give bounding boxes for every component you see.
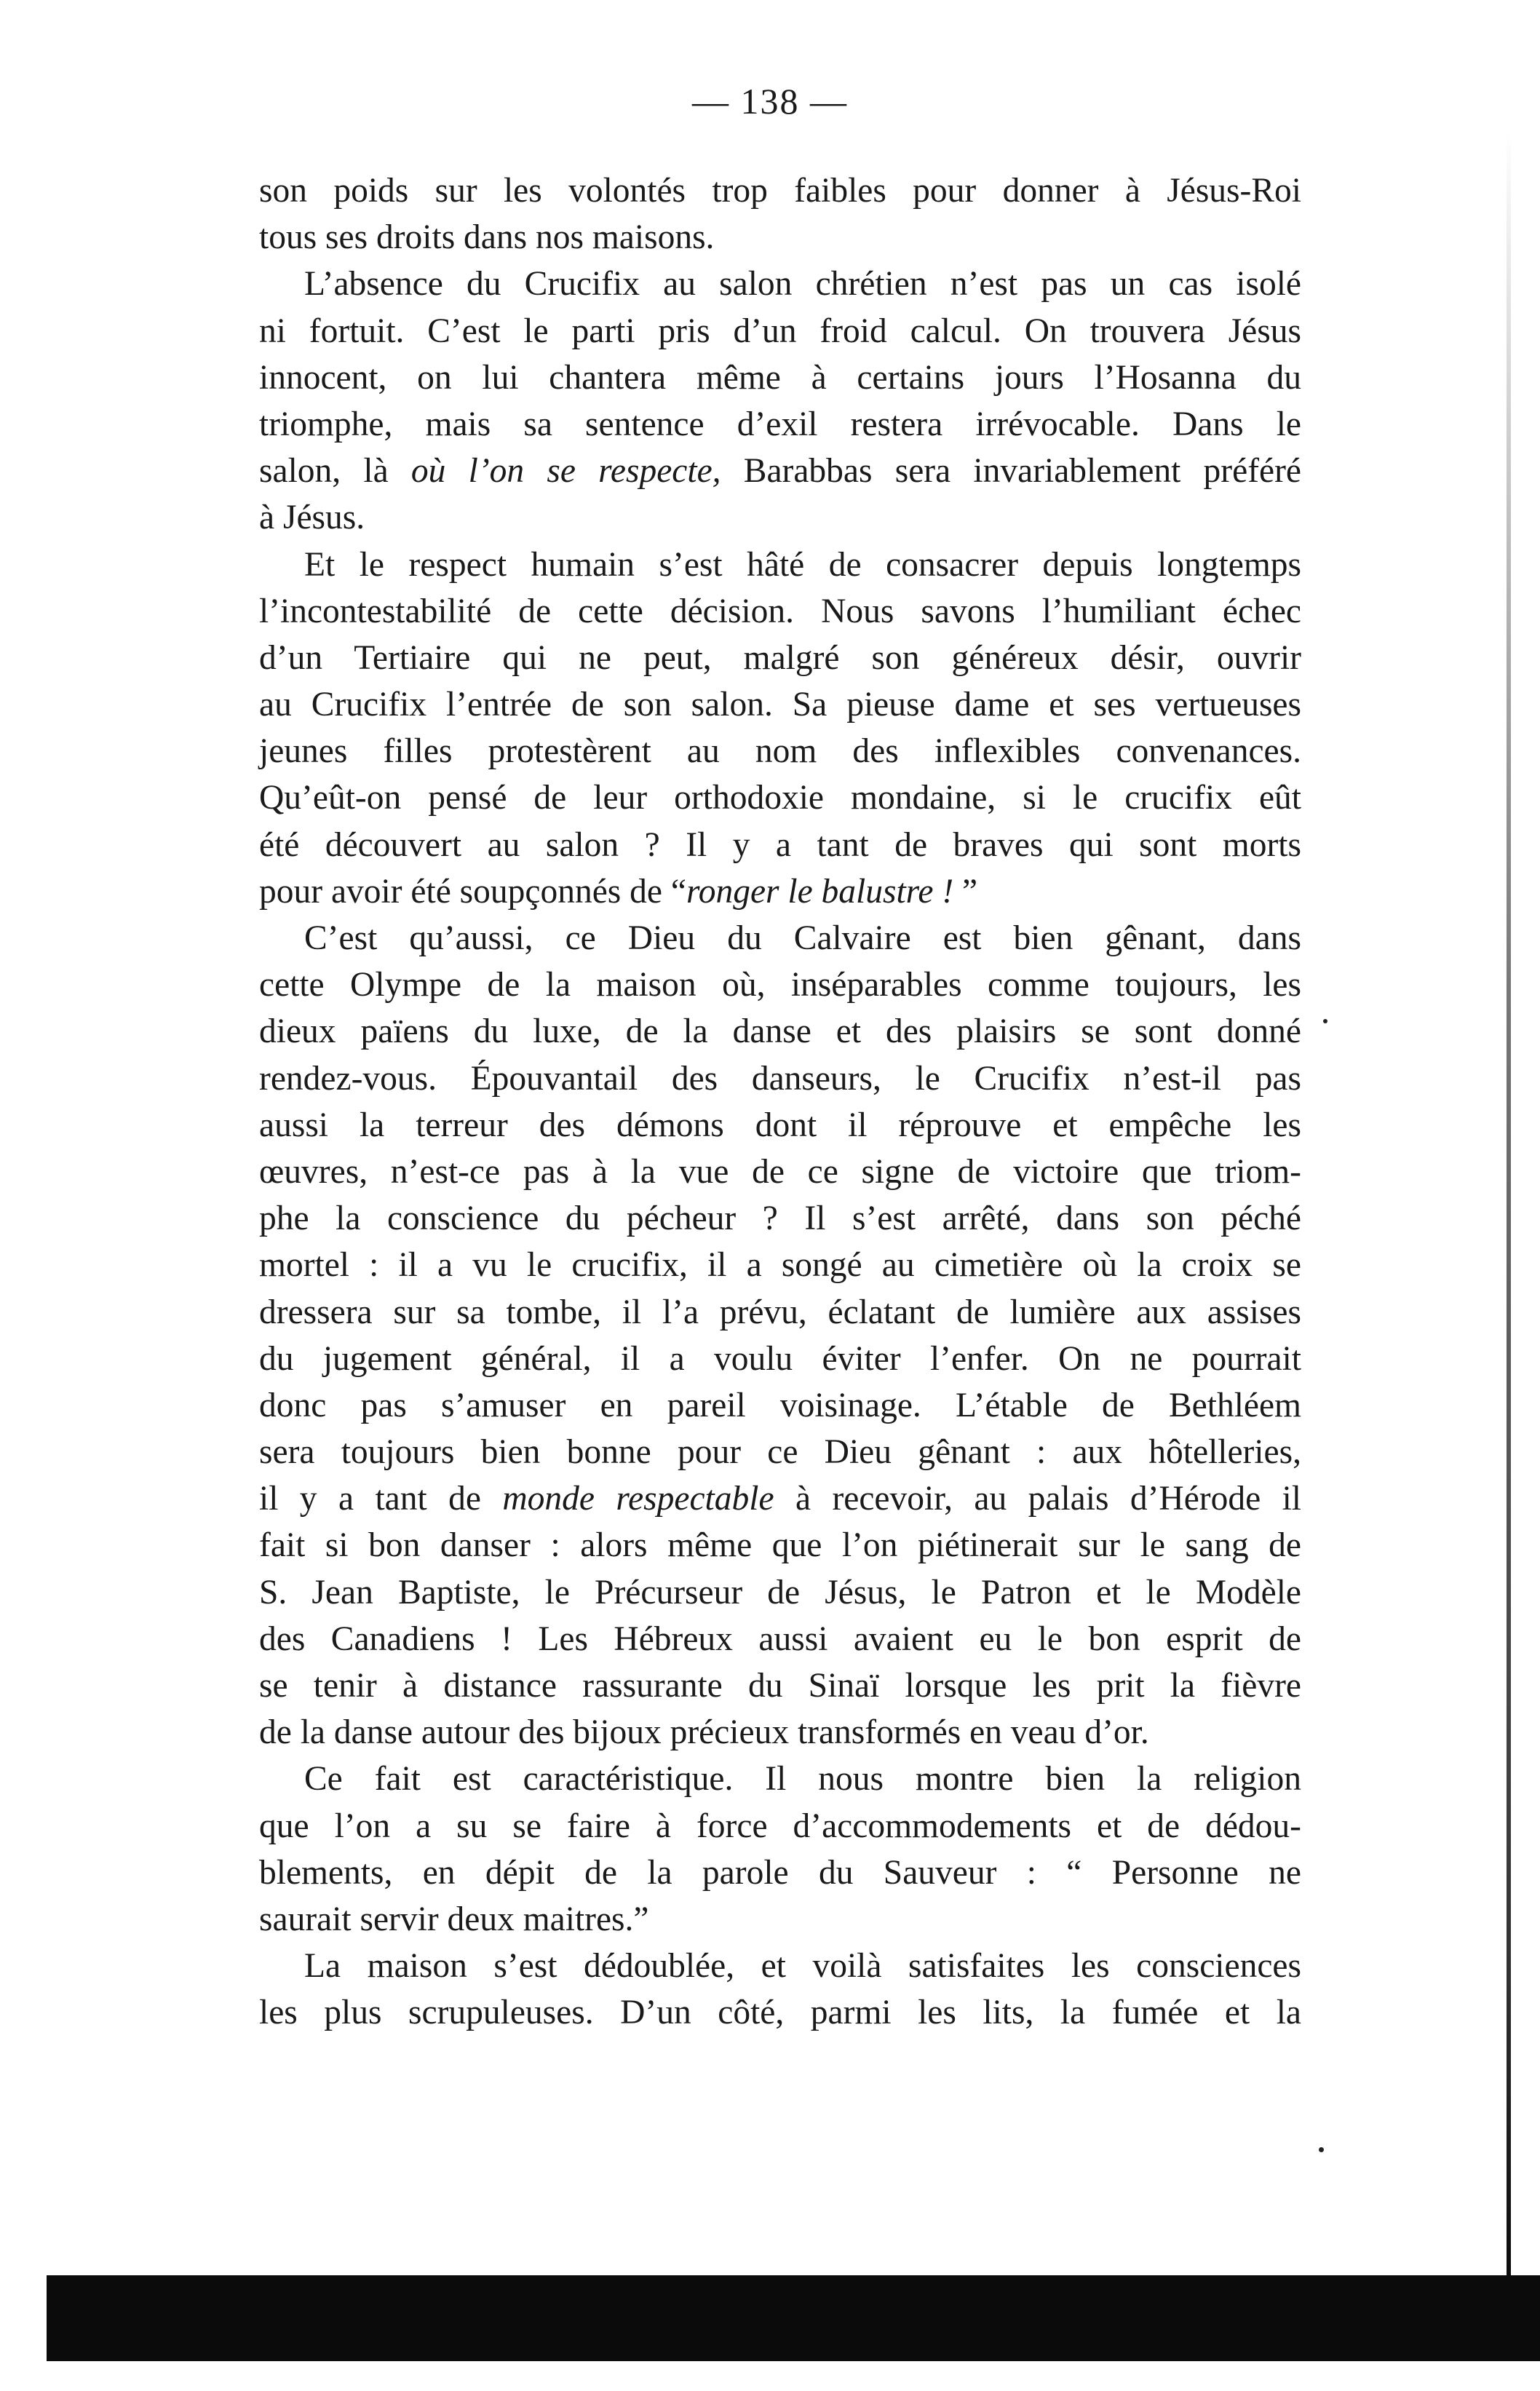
text-line: sera toujours bien bonne pour ce Dieu gênant : aux hôtelleries, — [259, 1433, 1301, 1472]
text-line: au Crucifix l’entrée de son salon. Sa pieuse dame et ses vertueuses — [259, 686, 1301, 724]
text-line: S. Jean Baptiste, le Précurseur de Jésus, le Patron et le Modèle — [259, 1573, 1301, 1611]
text-line: d’un Tertiaire qui ne peut, malgré son généreux désir, ouvrir — [259, 638, 1301, 677]
italic-phrase: où l’on se respecte, — [410, 452, 721, 491]
text-line: les plus scrupuleuses. D’un côté, parmi les lits, la fumée et la — [259, 1994, 1301, 2032]
text-line: fait si bon danser : alors même que l’on piétinerait sur le sang de — [259, 1526, 1301, 1565]
text-run: il y a tant de — [259, 1480, 503, 1518]
text-line: saurait servir deux maitres.” — [259, 1900, 649, 1938]
text-line: se tenir à distance rassurante du Sinaï lorsque les prit la fièvre — [259, 1667, 1301, 1705]
text-line: blements, en dépit de la parole du Sauveur : “ Personne ne — [259, 1853, 1301, 1892]
page-number: — 138 — — [692, 81, 848, 122]
text-line: son poids sur les volontés trop faibles pour donner à Jésus-Roi — [259, 172, 1301, 210]
text-line: rendez-vous. Épouvantail des danseurs, le Crucifix n’est-il pas — [259, 1059, 1301, 1098]
body-text — [259, 167, 1301, 2037]
print-speck — [1323, 1019, 1327, 1023]
text-line: dieux païens du luxe, de la danse et des plaisirs se sont donné — [259, 1012, 1301, 1051]
text-line: jeunes filles protestèrent au nom des inflexibles convenances. — [259, 732, 1301, 771]
print-speck — [1319, 2147, 1324, 2152]
text-line: des Canadiens ! Les Hébreux aussi avaient eu le bon esprit de — [259, 1619, 1301, 1658]
text-line: phe la conscience du pécheur ? Il s’est arrêté, dans son péché — [259, 1200, 1301, 1238]
text-line: été découvert au salon ? Il y a tant de braves qui sont morts — [259, 825, 1301, 864]
text-line: Qu’eût-on pensé de leur orthodoxie mondaine, si le crucifix eût — [259, 779, 1301, 817]
text-line: C’est qu’aussi, ce Dieu du Calvaire est bien gênant, dans — [304, 919, 1301, 957]
text-line: donc pas s’amuser en pareil voisinage. L’étable de Bethléem — [259, 1386, 1301, 1424]
text-line: du jugement général, il a voulu éviter l’enfer. On ne pourrait — [259, 1339, 1301, 1378]
text-line: Ce fait est caractéristique. Il nous montre bien la religion — [304, 1760, 1301, 1799]
text-run: Barabbas sera invariablement préféré — [721, 452, 1301, 491]
text-line: innocent, on lui chantera même à certains jours l’Hosanna du — [259, 358, 1301, 397]
text-line: tous ses droits dans nos maisons. — [259, 218, 715, 257]
text-line: L’absence du Crucifix au salon chrétien n’est pas un cas isolé — [304, 265, 1301, 304]
text-line — [259, 448, 1301, 494]
text-line: de la danse autour des bijoux précieux transformés en veau d’or. — [259, 1713, 1149, 1752]
text-line: La maison s’est dédoublée, et voilà satisfaites les consciences — [304, 1947, 1301, 1986]
text-line — [259, 868, 1301, 915]
text-line — [259, 1475, 1301, 1522]
text-line: ni fortuit. C’est le parti pris d’un froid calcul. On trouvera Jésus — [259, 312, 1301, 350]
text-run: pour avoir été soupçonnés de “ — [259, 872, 686, 911]
italic-phrase: monde respectable — [502, 1480, 774, 1518]
italic-phrase: ronger le balustre ! — [686, 872, 954, 911]
text-line: dressera sur sa tombe, il l’a prévu, éclatant de lumière aux assises — [259, 1293, 1301, 1331]
text-line: cette Olympe de la maison où, inséparables comme toujours, les — [259, 966, 1301, 1004]
text-run: salon, là — [259, 452, 411, 491]
text-line: mortel : il a vu le crucifix, il a songé au cimetière où la croix se — [259, 1246, 1301, 1285]
page-edge-shadow — [1507, 131, 1511, 2275]
text-run: ” — [953, 872, 978, 911]
text-run: à recevoir, au palais d’Hérode il — [774, 1480, 1301, 1518]
text-line: Et le respect humain s’est hâté de consacrer depuis longtemps — [304, 545, 1301, 584]
scan-border-bottom — [47, 2275, 1540, 2361]
text-line: l’incontestabilité de cette décision. Nous savons l’humiliant échec — [259, 592, 1301, 630]
text-line: que l’on a su se faire à force d’accommodements et de dédou- — [259, 1807, 1301, 1845]
text-line: œuvres, n’est-ce pas à la vue de ce signe de victoire que triom- — [259, 1152, 1301, 1191]
text-line: à Jésus. — [259, 499, 365, 537]
text-line: aussi la terreur des démons dont il réprouve et empêche les — [259, 1106, 1301, 1144]
text-line: triomphe, mais sa sentence d’exil restera irrévocable. Dans le — [259, 405, 1301, 443]
